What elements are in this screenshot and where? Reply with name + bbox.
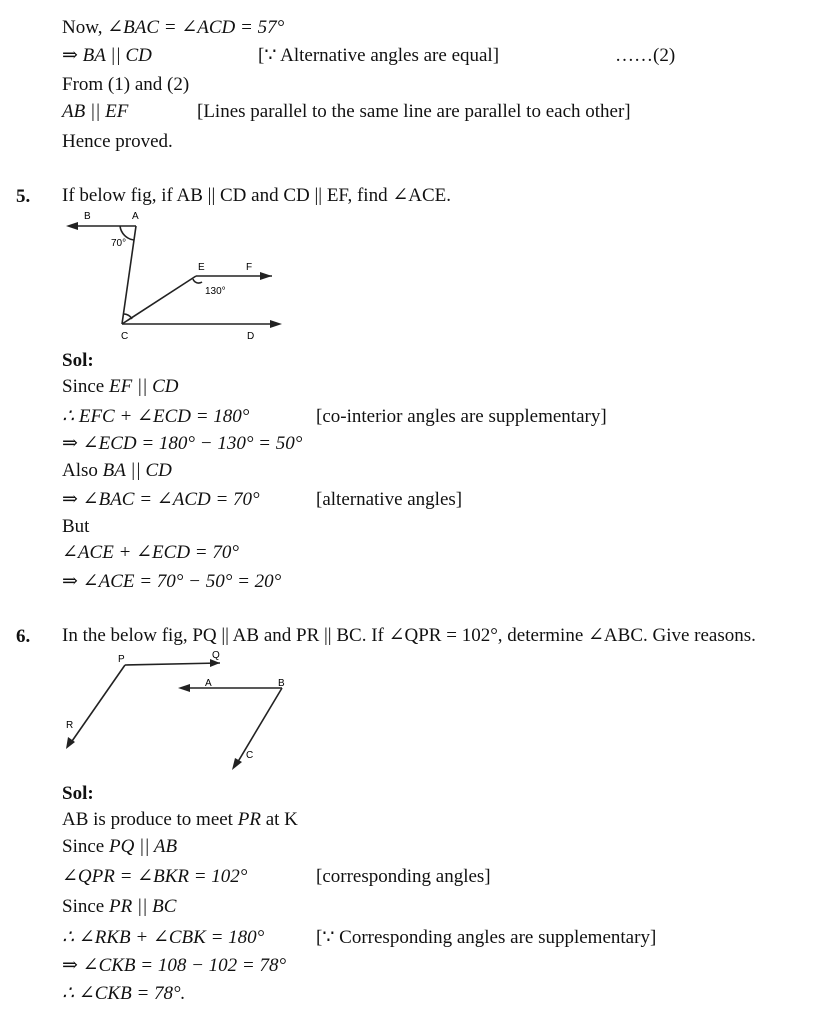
- solution-line: [62, 983, 185, 1005]
- arrow-f: [260, 272, 272, 280]
- solution-line: [62, 836, 177, 858]
- math-expression: PQ || AB: [108, 836, 178, 857]
- label-r: R: [66, 720, 74, 731]
- math-expression: BA || CD: [102, 460, 172, 481]
- math-expression: PR: [237, 809, 261, 830]
- label-c: C: [121, 331, 129, 342]
- reason-text: [Lines parallel to the same line are parallel to each other]: [197, 101, 631, 122]
- equation-tag: ……(2): [615, 45, 676, 66]
- solution-label: Sol:: [62, 783, 94, 804]
- solution-line: [62, 866, 247, 888]
- math-expression: ⇒ ∠CKB = 108 − 102 = 78°: [62, 955, 287, 976]
- angle-label-a: 70°: [111, 238, 127, 249]
- line-text: Since: [62, 896, 109, 917]
- label-b: B: [84, 211, 91, 222]
- figure-q5: [60, 206, 290, 344]
- proof-conclusion: Hence proved.: [62, 131, 173, 152]
- solution-line: [62, 433, 302, 455]
- line-text: Also: [62, 460, 103, 481]
- arrow-b: [66, 222, 78, 230]
- math-expression: PR || BC: [108, 896, 177, 917]
- solution-line: [62, 542, 239, 564]
- label-d: D: [247, 331, 255, 342]
- question-text: In the below fig, PQ || AB and PR || BC. If ∠QPR = 102°, determine ∠ABC. Give reasons.: [62, 625, 756, 646]
- math-expression: ∠QPR = ∠BKR = 102°: [62, 866, 248, 887]
- math-expression: ∠BAC = ∠ACD = 57°: [107, 17, 285, 38]
- label-b: B: [278, 678, 285, 689]
- math-expression: ∠ACE + ∠ECD = 70°: [62, 542, 239, 563]
- math-expression: AB || EF: [62, 101, 129, 122]
- label-c: C: [246, 750, 254, 761]
- reason-text: [alternative angles]: [316, 489, 463, 510]
- solution-label: Sol:: [62, 350, 94, 371]
- math-expression: ⇒ ∠ACE = 70° − 50° = 20°: [62, 571, 282, 592]
- angle-arc-e: [193, 279, 202, 283]
- reason-text: [corresponding angles]: [316, 866, 491, 887]
- math-expression: ∴ ∠CKB = 78°.: [62, 983, 186, 1004]
- angle-label-e: 130°: [205, 286, 226, 297]
- arrow-d: [270, 320, 282, 328]
- line-text: Now,: [62, 17, 108, 38]
- question-text: If below fig, if AB || CD and CD || EF, find ∠ACE.: [62, 185, 452, 206]
- figure-q6: [60, 648, 310, 776]
- line-text: Since: [62, 376, 109, 397]
- solution-line: [62, 376, 179, 398]
- reason-text: [∵ Alternative angles are equal]: [258, 45, 500, 66]
- solution-line: [62, 896, 176, 918]
- line-pq: [125, 663, 220, 665]
- label-f: F: [246, 262, 253, 273]
- math-expression: ⇒ BA || CD: [62, 45, 152, 66]
- math-expression: ⇒ ∠ECD = 180° − 130° = 50°: [62, 433, 303, 454]
- question-number: 5.: [16, 186, 31, 207]
- line-text: at K: [260, 809, 298, 830]
- math-expression: ⇒ ∠BAC = ∠ACD = 70°: [62, 489, 260, 510]
- line-text: Since: [62, 836, 109, 857]
- arrow-c: [232, 758, 242, 770]
- math-expression: ∴ ∠RKB + ∠CBK = 180°: [62, 927, 265, 948]
- line-bc: [236, 688, 282, 765]
- solution-line: [62, 406, 249, 428]
- reason-text: [∵ Corresponding angles are supplementary]: [316, 927, 657, 948]
- label-a: A: [205, 678, 212, 689]
- question-number: 6.: [16, 626, 31, 647]
- arrow-a: [178, 684, 190, 692]
- label-q: Q: [212, 650, 220, 661]
- line-pr: [70, 665, 125, 744]
- proof-line-1: [62, 17, 284, 39]
- reason-text: [co-interior angles are supplementary]: [316, 406, 607, 427]
- label-p: P: [118, 654, 125, 665]
- solution-line: [62, 571, 281, 593]
- solution-line: [62, 927, 264, 949]
- solution-line: But: [62, 516, 90, 537]
- label-a: A: [132, 211, 139, 222]
- proof-line-2: [62, 45, 152, 67]
- math-expression: EF || CD: [108, 376, 179, 397]
- line-text: AB is produce to meet: [62, 809, 238, 830]
- solution-line: [62, 460, 172, 482]
- solution-line: [62, 489, 260, 511]
- solution-line: [62, 809, 298, 831]
- solution-line: [62, 955, 286, 977]
- label-e: E: [198, 262, 205, 273]
- line-ce: [122, 276, 196, 324]
- proof-line-3: From (1) and (2): [62, 74, 190, 95]
- math-expression: ∴ EFC + ∠ECD = 180°: [62, 406, 250, 427]
- proof-line-4: [62, 101, 128, 123]
- angle-arc-c: [124, 314, 132, 319]
